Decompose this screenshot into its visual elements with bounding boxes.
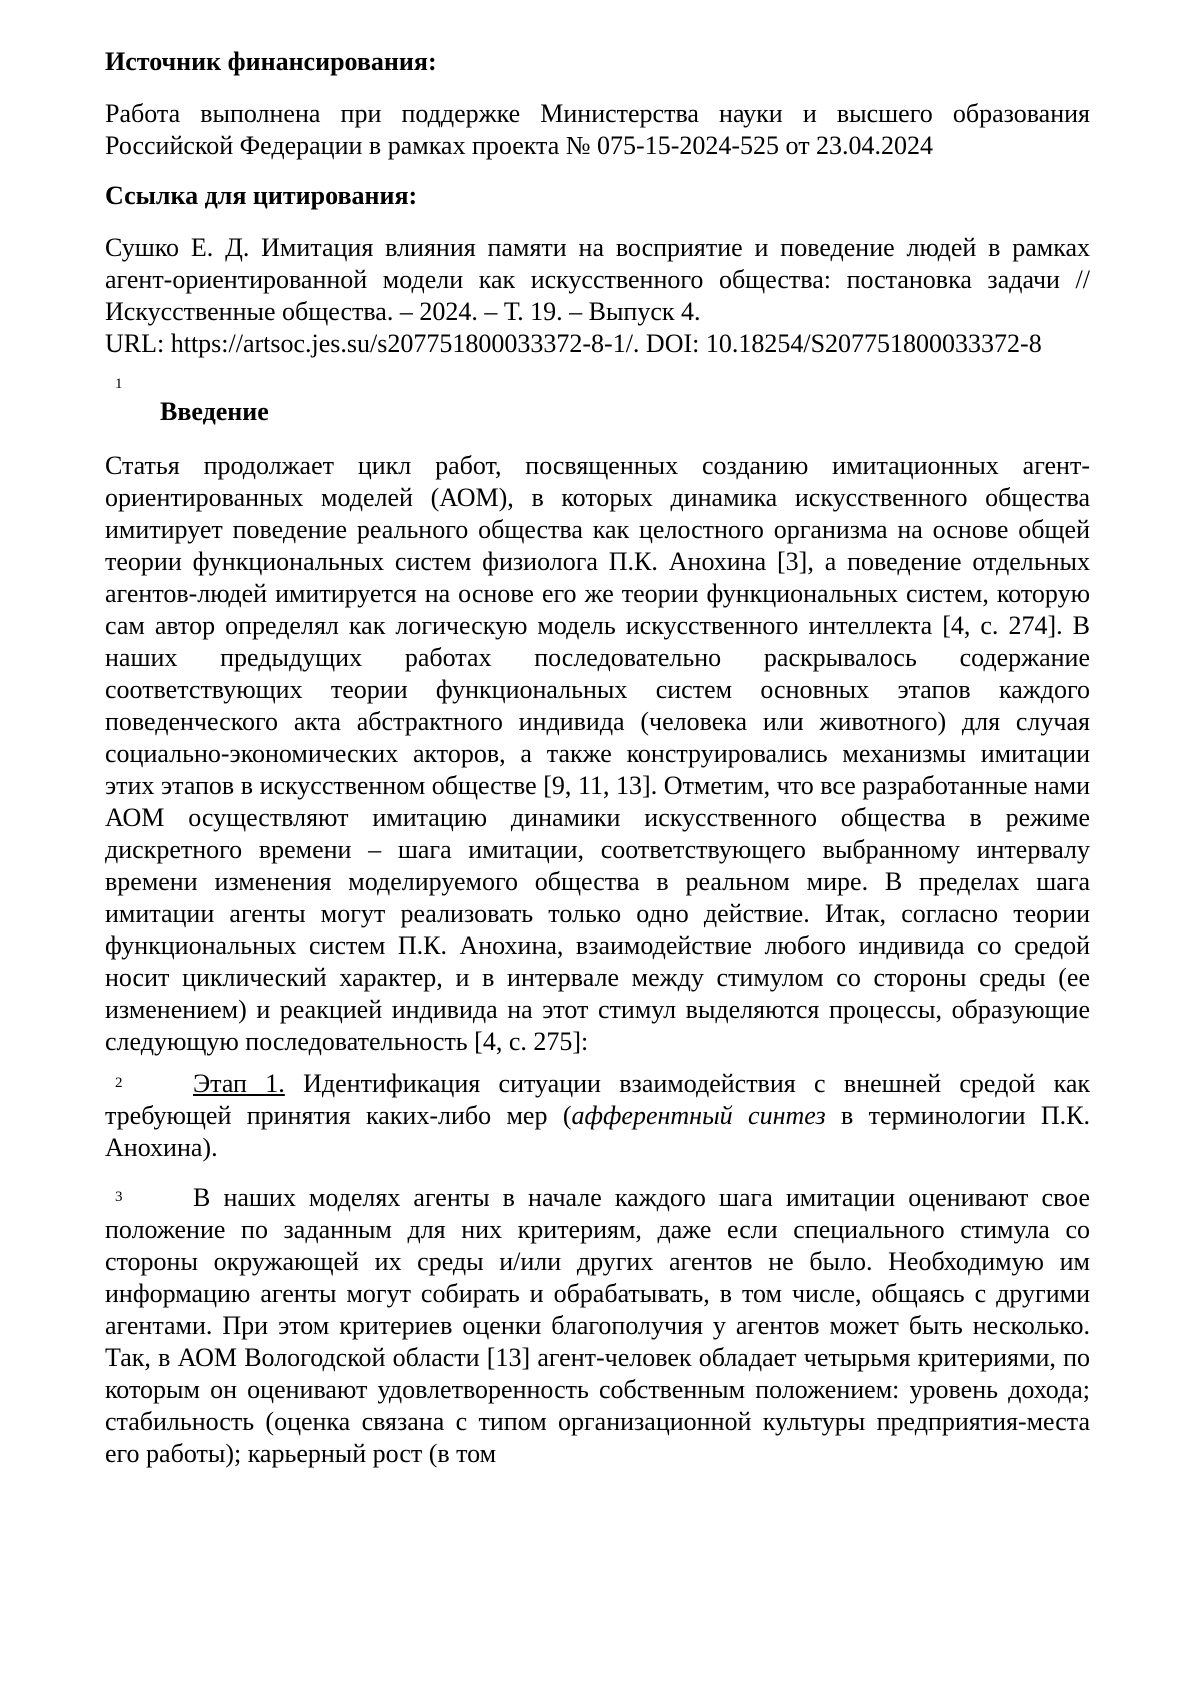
funding-section-heading: Источник финансирования: <box>105 47 437 76</box>
afferent-synthesis-term: афферентный синтез <box>571 1101 826 1130</box>
paragraph-3 <box>105 1182 1090 1470</box>
stage-1-label: Этап 1. <box>193 1069 285 1098</box>
paragraph-2-text <box>105 1068 1090 1164</box>
paragraph-number-2: 2 <box>115 1075 123 1091</box>
paragraph-3-text: В наших моделях агенты в начале каждого шага имитации оценивают свое положение по заданным для них критериям, даже если специального стимула со стороны окружающей их среды и/или других агентов не было. Необходимую им информацию агенты могут собирать и обрабатывать, в том числе, общаясь с другими агентами. При этом критериев оценки благополучия у агентов может быть несколько. Так, в АОМ Вологодской области [13] агент-человек обладает четырьмя критериями, по которым он оценивают удовлетворенность собственным положением: уровень дохода; стабильность (оценка связана с типом организационной культуры предприятия-места его работы); карьерный рост (в том <box>105 1183 1090 1468</box>
citation-section-heading: Ссылка для цитирования: <box>105 181 418 210</box>
citation-reference: Сушко Е. Д. Имитация влияния памяти на восприятие и поведение людей в рамках агент-ориентированной модели как искусственного общества: постановка задачи // Искусственные общества. – 2024. – Т. 19. – Выпуск 4. <box>105 233 1090 326</box>
citation-url-doi: URL: https://artsoc.jes.su/s207751800033372-8-1/. DOI: 10.18254/S207751800033372-8 <box>105 329 1042 358</box>
paragraph-number-1: 1 <box>115 376 123 392</box>
introduction-paragraph: Статья продолжает цикл работ, посвященных созданию имитационных агент-ориентированных моделей (АОМ), в которых динамика искусственного общества имитирует поведение реального общества как целостного организма на основе общей теории функциональных систем физиолога П.К. Анохина [3], а поведение отдельных агентов-людей имитируется на основе его же теории функциональных систем, которую сам автор определял как логическую модель искусственного интеллекта [4, с. 274]. В наших предыдущих работах последовательно раскрывалось содержание соответствующих теории функциональных систем основных этапов каждого поведенческого акта абстрактного индивида (человека или животного) для случая социально-экономических акторов, а также конструировались механизмы имитации этих этапов в искусственном обществе [9, 11, 13]. Отметим, что все разработанные нами АОМ осуществляют имитацию динамики искусственного общества в режиме дискретного времени – шага имитации, соответствующего выбранному интервалу времени изменения моделируемого общества в реальном мире. В пределах шага имитации агенты могут реализовать только одно действие. Итак, согласно теории функциональных систем П.К. Анохина, взаимодействие любого индивида со средой носит циклический характер, и в интервале между стимулом со стороны среды (ее изменением) и реакцией индивида на этот стимул выделяются процессы, образующие следующую последовательность [4, с. 275]: <box>105 451 1090 1056</box>
paragraph-2-segment-after-italic: в терминологии П.К. Анохина). <box>105 1101 1091 1162</box>
paragraph-2 <box>105 1068 1090 1164</box>
paragraph-2-segment-before-italic: Идентификация ситуации взаимодействия с внешней средой как требующей принятия каких-либо мер ( <box>105 1069 1090 1130</box>
paragraph-number-3: 3 <box>115 1189 123 1205</box>
funding-text: Работа выполнена при поддержке Министерства науки и высшего образования Российской Федерации в рамках проекта № 075-15-2024-525 от 23.04.2024 <box>105 99 1090 160</box>
introduction-heading: Введение <box>160 397 269 426</box>
